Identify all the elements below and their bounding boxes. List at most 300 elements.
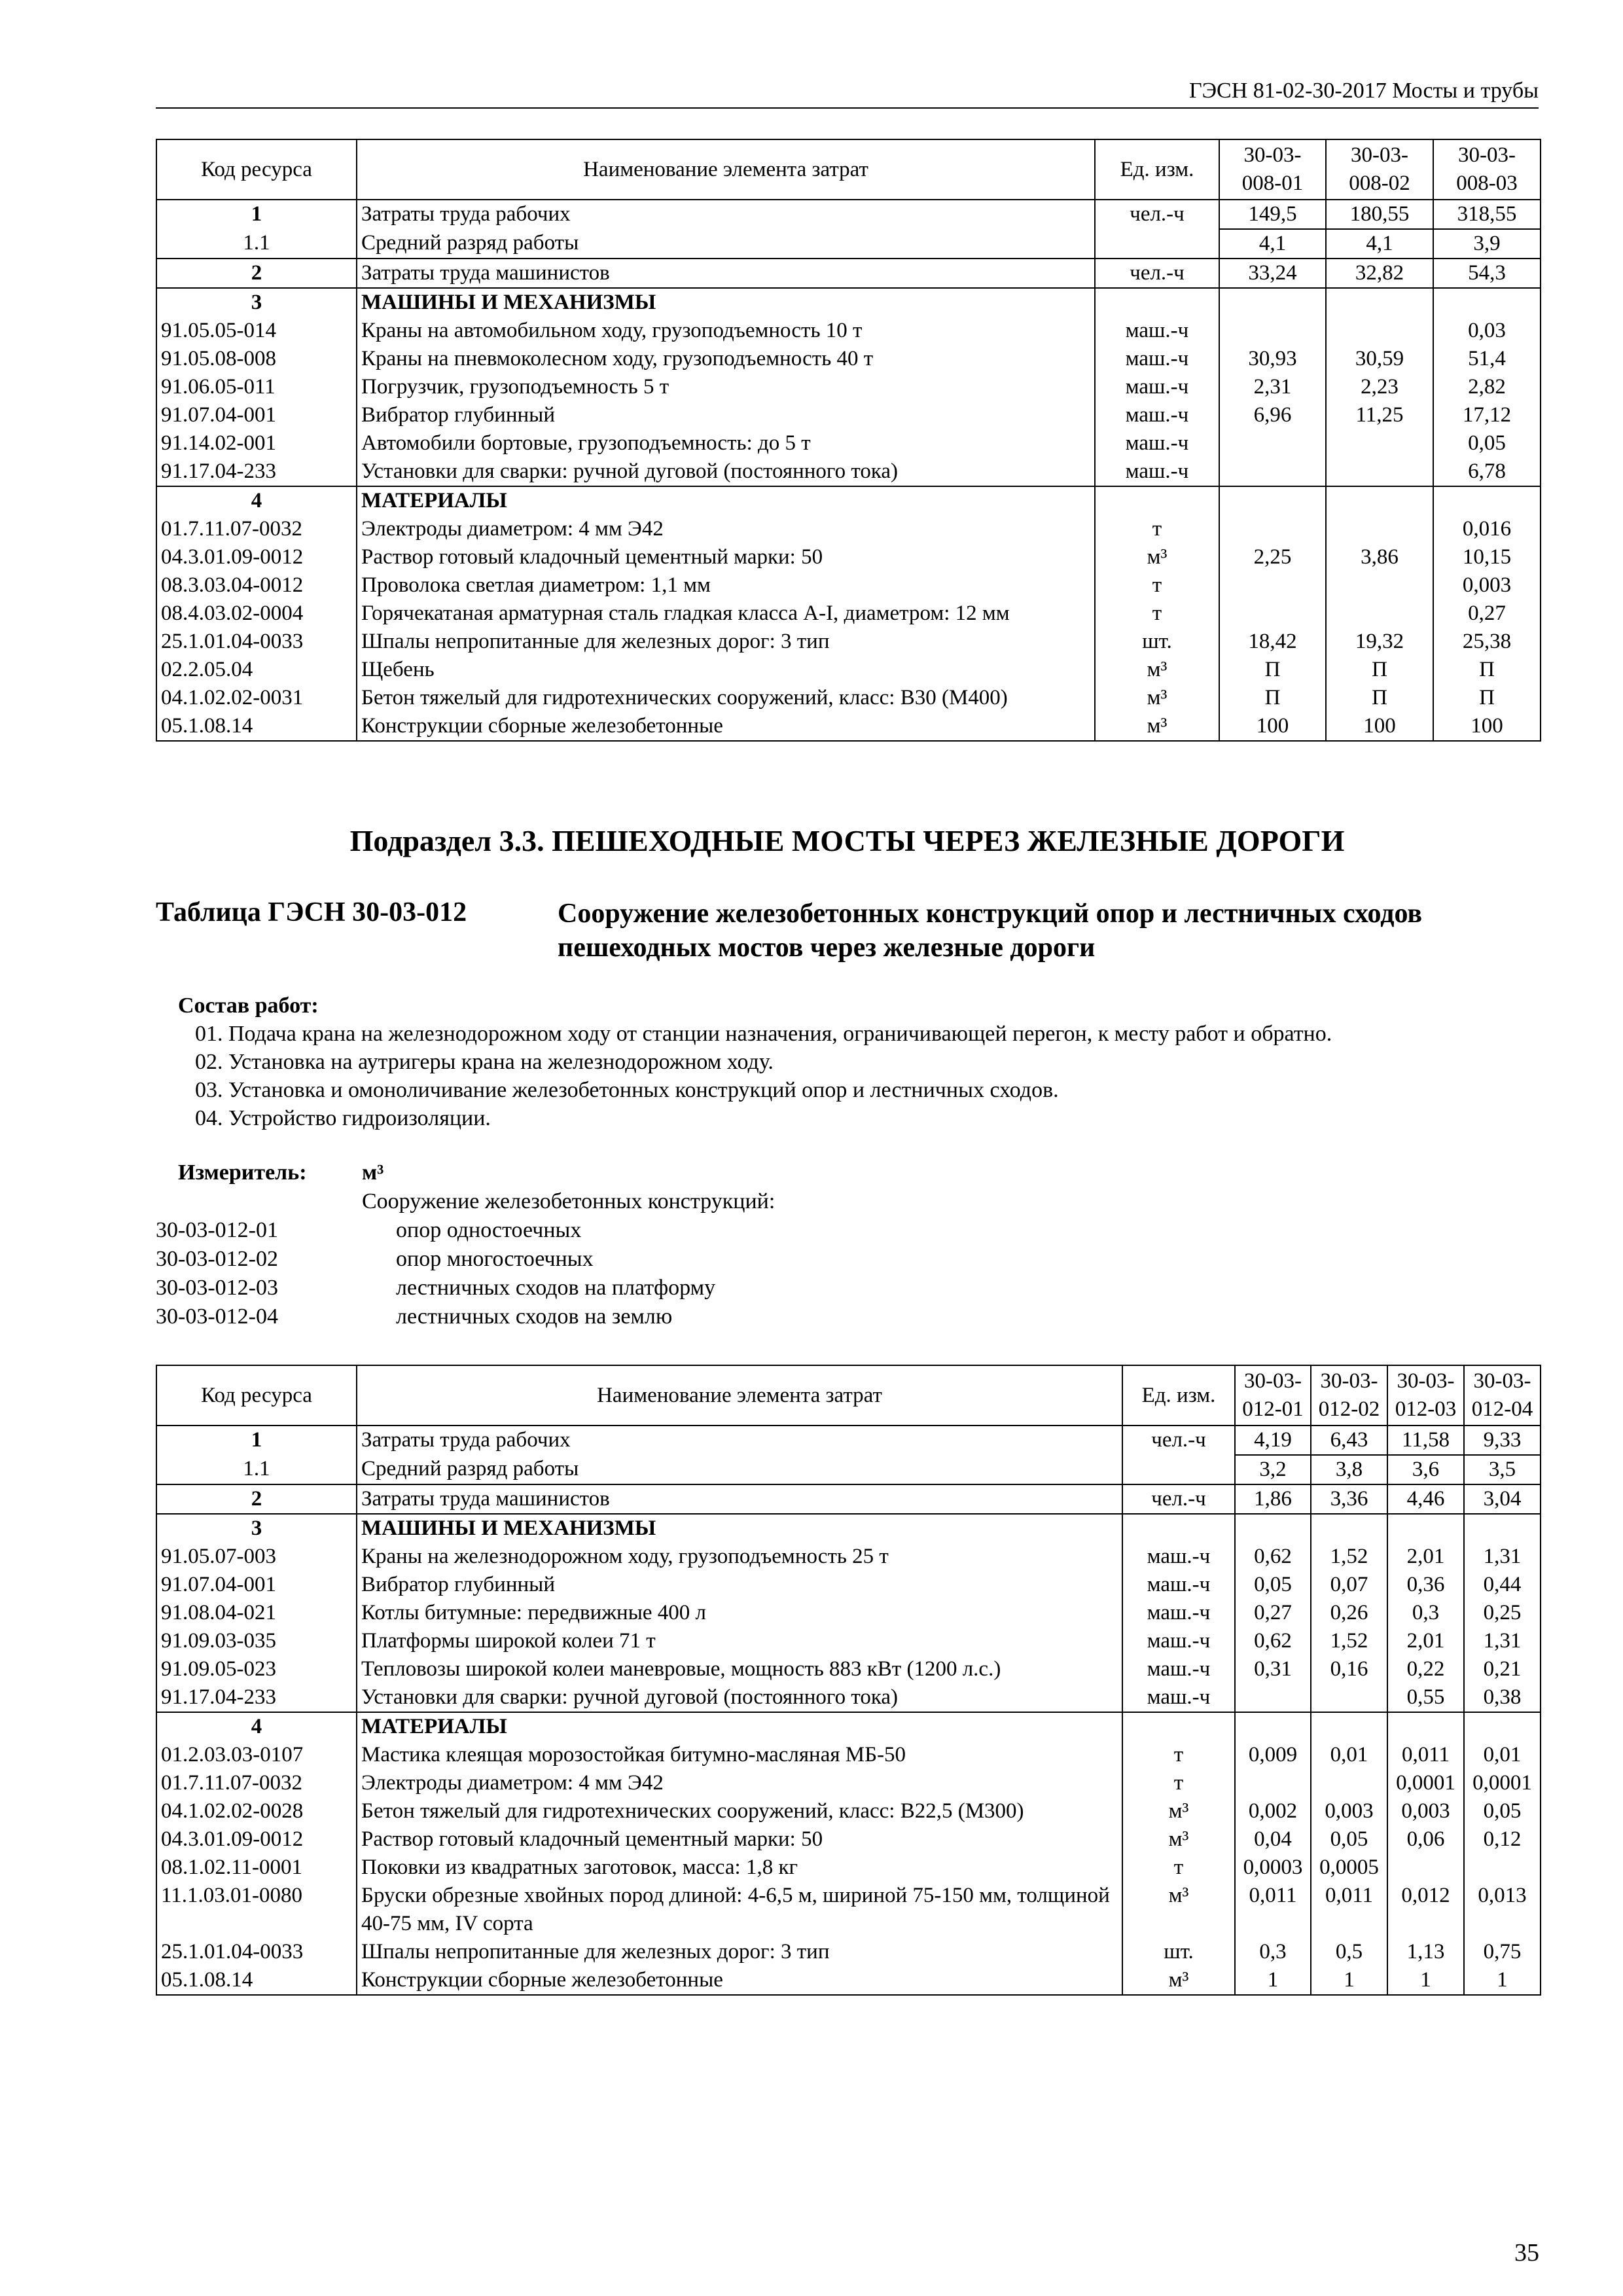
resource-code: 91.05.08-008 <box>156 345 357 373</box>
value-cell: 0,05 <box>1311 1825 1387 1854</box>
value-cell: 51,4 <box>1433 345 1541 373</box>
work-item: 01. Подача крана на железнодорожном ходу от станции назначения, ограничивающей перегон, к месту работ и обратно. <box>195 1022 1332 1046</box>
measure-code: 30-03-012-03 <box>156 1276 278 1300</box>
unit-cell: м³ <box>1095 712 1219 741</box>
value-cell: 3,6 <box>1387 1455 1464 1484</box>
value-cell: 0,16 <box>1311 1655 1387 1683</box>
unit-cell: м³ <box>1122 1882 1235 1938</box>
value-cell <box>1464 1514 1541 1543</box>
value-cell: 1,52 <box>1311 1627 1387 1655</box>
table-row <box>156 229 1541 259</box>
unit-cell <box>1122 1455 1235 1484</box>
resource-code: 4 <box>156 486 357 515</box>
value-cell: 0,04 <box>1235 1825 1311 1854</box>
cost-element-name: Автомобили бортовые, грузоподъемность: до 5 т <box>357 429 1095 457</box>
cost-element-name: Платформы широкой колеи 71 т <box>357 1627 1122 1655</box>
cost-element-name: Вибратор глубинный <box>357 1571 1122 1599</box>
cost-element-name: Бруски обрезные хвойных пород длиной: 4-6,5 м, шириной 75-150 мм, толщиной 40-75 мм, IV сорта <box>357 1882 1122 1938</box>
value-cell: 2,31 <box>1219 373 1326 401</box>
column-header: Наименование элемента затрат <box>357 139 1095 200</box>
value-cell <box>1311 1683 1387 1712</box>
value-cell: 1 <box>1464 1966 1541 1995</box>
unit-cell: т <box>1122 1741 1235 1769</box>
resource-code: 2 <box>156 1484 357 1514</box>
value-cell <box>1326 288 1433 317</box>
table-row <box>156 486 1541 515</box>
value-cell: 4,1 <box>1326 229 1433 259</box>
resource-code: 08.3.03.04-0012 <box>156 571 357 600</box>
value-cell <box>1311 1769 1387 1797</box>
column-header: Код ресурса <box>156 1365 357 1426</box>
column-header: Код ресурса <box>156 139 357 200</box>
table-row <box>156 457 1541 486</box>
value-cell <box>1326 486 1433 515</box>
resource-code: 2 <box>156 259 357 288</box>
value-cell: 180,55 <box>1326 200 1433 229</box>
page-number: 35 <box>1514 2239 1539 2267</box>
value-cell: 2,25 <box>1219 543 1326 571</box>
work-composition <box>178 992 1332 1132</box>
measure-label: Измеритель: <box>178 1160 307 1185</box>
value-cell <box>1235 1683 1311 1712</box>
unit-cell <box>1095 229 1219 259</box>
unit-cell: т <box>1095 515 1219 543</box>
value-cell: 30,93 <box>1219 345 1326 373</box>
value-cell: П <box>1326 656 1433 684</box>
value-cell: 0,013 <box>1464 1882 1541 1938</box>
table-row <box>156 712 1541 741</box>
unit-cell: маш.-ч <box>1095 373 1219 401</box>
cost-element-name: Вибратор глубинный <box>357 401 1095 429</box>
value-cell: 6,43 <box>1311 1426 1387 1455</box>
measure-item: лестничных сходов на землю <box>396 1304 673 1329</box>
value-cell <box>1219 317 1326 345</box>
value-cell <box>1387 1712 1464 1741</box>
resource-code: 91.05.05-014 <box>156 317 357 345</box>
unit-cell: чел.-ч <box>1122 1484 1235 1514</box>
resource-code: 91.07.04-001 <box>156 1571 357 1599</box>
table-row <box>156 628 1541 656</box>
value-cell: 0,0003 <box>1235 1854 1311 1882</box>
cost-element-name: Затраты труда рабочих <box>357 1426 1122 1455</box>
cost-element-name: Затраты труда рабочих <box>357 200 1095 229</box>
work-composition-heading: Состав работ: <box>178 994 319 1018</box>
value-cell: 0,5 <box>1311 1938 1387 1966</box>
unit-cell: маш.-ч <box>1095 401 1219 429</box>
cost-element-name: МАТЕРИАЛЫ <box>357 1712 1122 1741</box>
resource-code: 11.1.03.01-0080 <box>156 1882 357 1938</box>
table-row <box>156 1966 1541 1995</box>
column-header: 30-03- 012-01 <box>1235 1365 1311 1426</box>
value-cell: 0,06 <box>1387 1825 1464 1854</box>
cost-element-name: Средний разряд работы <box>357 1455 1122 1484</box>
value-cell: 2,01 <box>1387 1543 1464 1571</box>
table-row <box>156 1797 1541 1825</box>
cost-element-name: Установки для сварки: ручной дуговой (постоянного тока) <box>357 1683 1122 1712</box>
column-header: 30-03- 008-01 <box>1219 139 1326 200</box>
measure-intro: Сооружение железобетонных конструкций: <box>362 1189 776 1213</box>
cost-element-name: Проволока светлая диаметром: 1,1 мм <box>357 571 1095 600</box>
value-cell <box>1311 1712 1387 1741</box>
unit-cell: чел.-ч <box>1095 200 1219 229</box>
value-cell: 0,12 <box>1464 1825 1541 1854</box>
value-cell: П <box>1433 656 1541 684</box>
cost-element-name: Погрузчик, грузоподъемность 5 т <box>357 373 1095 401</box>
value-cell <box>1326 571 1433 600</box>
column-header: 30-03- 012-03 <box>1387 1365 1464 1426</box>
value-cell: 0,07 <box>1311 1571 1387 1599</box>
table-row <box>156 1655 1541 1683</box>
unit-cell: шт. <box>1095 628 1219 656</box>
unit-cell: шт. <box>1122 1938 1235 1966</box>
work-item: 04. Устройство гидроизоляции. <box>195 1106 491 1130</box>
value-cell: 0,55 <box>1387 1683 1464 1712</box>
value-cell <box>1387 1514 1464 1543</box>
value-cell <box>1219 571 1326 600</box>
measure-item: опор многостоечных <box>396 1247 594 1271</box>
value-cell: 17,12 <box>1433 401 1541 429</box>
value-cell: 0,05 <box>1464 1797 1541 1825</box>
unit-cell <box>1122 1712 1235 1741</box>
cost-element-name: Бетон тяжелый для гидротехнических сооружений, класс: В30 (М400) <box>357 684 1095 712</box>
value-cell: 0,003 <box>1311 1797 1387 1825</box>
unit-cell: м³ <box>1095 656 1219 684</box>
value-cell: 11,25 <box>1326 401 1433 429</box>
resource-table-012 <box>156 1365 1541 1996</box>
value-cell: 30,59 <box>1326 345 1433 373</box>
value-cell <box>1326 515 1433 543</box>
resource-code: 1.1 <box>156 229 357 259</box>
value-cell: 9,33 <box>1464 1426 1541 1455</box>
value-cell: 11,58 <box>1387 1426 1464 1455</box>
cost-element-name: МАШИНЫ И МЕХАНИЗМЫ <box>357 288 1095 317</box>
value-cell: 33,24 <box>1219 259 1326 288</box>
value-cell: П <box>1433 684 1541 712</box>
table-row <box>156 656 1541 684</box>
value-cell: 0,31 <box>1235 1655 1311 1683</box>
value-cell <box>1311 1514 1387 1543</box>
resource-code: 91.08.04-021 <box>156 1599 357 1627</box>
resource-code: 91.09.05-023 <box>156 1655 357 1683</box>
resource-code: 05.1.08.14 <box>156 712 357 741</box>
table-row <box>156 317 1541 345</box>
table-row <box>156 1455 1541 1484</box>
value-cell: 318,55 <box>1433 200 1541 229</box>
value-cell: П <box>1219 684 1326 712</box>
value-cell <box>1433 288 1541 317</box>
resource-code: 91.09.03-035 <box>156 1627 357 1655</box>
value-cell: 3,04 <box>1464 1484 1541 1514</box>
table-row <box>156 1825 1541 1854</box>
column-header: 30-03- 012-04 <box>1464 1365 1541 1426</box>
cost-element-name: Краны на железнодорожном ходу, грузоподъемность 25 т <box>357 1543 1122 1571</box>
table-row <box>156 1712 1541 1741</box>
value-cell: 0,011 <box>1235 1882 1311 1938</box>
table-row <box>156 429 1541 457</box>
unit-cell: т <box>1122 1769 1235 1797</box>
resource-code: 3 <box>156 288 357 317</box>
table-row <box>156 1683 1541 1712</box>
value-cell: 4,46 <box>1387 1484 1464 1514</box>
value-cell: 0,011 <box>1387 1741 1464 1769</box>
value-cell: 25,38 <box>1433 628 1541 656</box>
cost-element-name: Конструкции сборные железобетонные <box>357 712 1095 741</box>
unit-cell: т <box>1095 571 1219 600</box>
value-cell: 3,8 <box>1311 1455 1387 1484</box>
resource-code: 08.1.02.11-0001 <box>156 1854 357 1882</box>
cost-element-name: Электроды диаметром: 4 мм Э42 <box>357 1769 1122 1797</box>
value-cell <box>1235 1514 1311 1543</box>
resource-code: 25.1.01.04-0033 <box>156 1938 357 1966</box>
cost-element-name: Средний разряд работы <box>357 229 1095 259</box>
resource-code: 4 <box>156 1712 357 1741</box>
value-cell: 0,016 <box>1433 515 1541 543</box>
value-cell: 1 <box>1311 1966 1387 1995</box>
value-cell: 0,75 <box>1464 1938 1541 1966</box>
table-row <box>156 1484 1541 1514</box>
value-cell: 0,22 <box>1387 1655 1464 1683</box>
value-cell: 6,96 <box>1219 401 1326 429</box>
cost-element-name: Поковки из квадратных заготовок, масса: 1,8 кг <box>357 1854 1122 1882</box>
value-cell: 54,3 <box>1433 259 1541 288</box>
column-header: 30-03- 008-03 <box>1433 139 1541 200</box>
cost-element-name: Конструкции сборные железобетонные <box>357 1966 1122 1995</box>
value-cell: 0,05 <box>1235 1571 1311 1599</box>
value-cell: 1 <box>1387 1966 1464 1995</box>
cost-element-name: Краны на автомобильном ходу, грузоподъемность 10 т <box>357 317 1095 345</box>
resource-code: 91.17.04-233 <box>156 1683 357 1712</box>
resource-code: 05.1.08.14 <box>156 1966 357 1995</box>
resource-code: 1 <box>156 200 357 229</box>
table-row <box>156 515 1541 543</box>
table-title: Сооружение железобетонных конструкций опор и лестничных сходов пешеходных мостов через железные дороги <box>558 899 1423 963</box>
cost-element-name: Шпалы непропитанные для железных дорог: 3 тип <box>357 1938 1122 1966</box>
unit-cell: маш.-ч <box>1095 317 1219 345</box>
cost-element-name: Затраты труда машинистов <box>357 1484 1122 1514</box>
column-header: Ед. изм. <box>1095 139 1219 200</box>
value-cell <box>1235 1769 1311 1797</box>
value-cell: 1,52 <box>1311 1543 1387 1571</box>
table-row <box>156 1599 1541 1627</box>
value-cell: 3,86 <box>1326 543 1433 571</box>
value-cell: 0,01 <box>1464 1741 1541 1769</box>
value-cell: 1,13 <box>1387 1938 1464 1966</box>
resource-code: 3 <box>156 1514 357 1543</box>
resource-code: 04.3.01.09-0012 <box>156 1825 357 1854</box>
value-cell: 3,36 <box>1311 1484 1387 1514</box>
resource-code: 25.1.01.04-0033 <box>156 628 357 656</box>
unit-cell: маш.-ч <box>1122 1571 1235 1599</box>
unit-cell: т <box>1095 600 1219 628</box>
resource-code: 91.05.07-003 <box>156 1543 357 1571</box>
value-cell <box>1433 486 1541 515</box>
cost-element-name: МАТЕРИАЛЫ <box>357 486 1095 515</box>
value-cell <box>1326 429 1433 457</box>
value-cell: 0,27 <box>1235 1599 1311 1627</box>
value-cell <box>1219 457 1326 486</box>
measure-code: 30-03-012-01 <box>156 1218 278 1242</box>
table-row <box>156 401 1541 429</box>
table-label: Таблица ГЭСН 30-03-012 <box>156 897 467 927</box>
value-cell: 1,31 <box>1464 1543 1541 1571</box>
cost-element-name: Краны на пневмоколесном ходу, грузоподъемность 40 т <box>357 345 1095 373</box>
value-cell: 0,21 <box>1464 1655 1541 1683</box>
value-cell: 0,05 <box>1433 429 1541 457</box>
value-cell: 0,009 <box>1235 1741 1311 1769</box>
value-cell: 0,011 <box>1311 1882 1387 1938</box>
value-cell: 0,012 <box>1387 1882 1464 1938</box>
value-cell: 10,15 <box>1433 543 1541 571</box>
table-row <box>156 1882 1541 1938</box>
table-row <box>156 1426 1541 1455</box>
resource-code: 01.7.11.07-0032 <box>156 1769 357 1797</box>
table-row <box>156 259 1541 288</box>
unit-cell: м³ <box>1122 1825 1235 1854</box>
value-cell: 0,25 <box>1464 1599 1541 1627</box>
work-item: 02. Установка на аутригеры крана на железнодорожном ходу. <box>195 1050 774 1074</box>
value-cell: 2,82 <box>1433 373 1541 401</box>
unit-cell: маш.-ч <box>1122 1683 1235 1712</box>
value-cell: 0,3 <box>1387 1599 1464 1627</box>
table-row <box>156 1514 1541 1543</box>
resource-code: 91.17.04-233 <box>156 457 357 486</box>
table-row <box>156 1741 1541 1769</box>
value-cell: 149,5 <box>1219 200 1326 229</box>
value-cell <box>1219 486 1326 515</box>
unit-cell <box>1095 486 1219 515</box>
value-cell: 0,003 <box>1433 571 1541 600</box>
value-cell <box>1235 1712 1311 1741</box>
value-cell: 0,62 <box>1235 1543 1311 1571</box>
subsection-title: Подраздел 3.3. ПЕШЕХОДНЫЕ МОСТЫ ЧЕРЕЗ ЖЕЛЕЗНЫЕ ДОРОГИ <box>349 824 1345 857</box>
value-cell: 2,23 <box>1326 373 1433 401</box>
unit-cell: маш.-ч <box>1095 429 1219 457</box>
value-cell: 0,002 <box>1235 1797 1311 1825</box>
unit-cell: т <box>1122 1854 1235 1882</box>
cost-element-name: Шпалы непропитанные для железных дорог: 3 тип <box>357 628 1095 656</box>
cost-element-name: Бетон тяжелый для гидротехнических сооружений, класс: В22,5 (М300) <box>357 1797 1122 1825</box>
value-cell: 100 <box>1433 712 1541 741</box>
cost-element-name: Щебень <box>357 656 1095 684</box>
resource-code: 04.3.01.09-0012 <box>156 543 357 571</box>
resource-code: 04.1.02.02-0031 <box>156 684 357 712</box>
value-cell: 100 <box>1326 712 1433 741</box>
value-cell: 0,38 <box>1464 1683 1541 1712</box>
work-item: 03. Установка и омоноличивание железобетонных конструкций опор и лестничных сходов. <box>195 1078 1059 1102</box>
unit-cell: чел.-ч <box>1122 1426 1235 1455</box>
value-cell <box>1326 317 1433 345</box>
value-cell: 0,62 <box>1235 1627 1311 1655</box>
table-row <box>156 1769 1541 1797</box>
column-header: 30-03- 012-02 <box>1311 1365 1387 1426</box>
measure-item: опор одностоечных <box>396 1218 582 1242</box>
table-row <box>156 288 1541 317</box>
unit-cell <box>1095 288 1219 317</box>
measure-code: 30-03-012-04 <box>156 1304 278 1329</box>
unit-cell: м³ <box>1122 1966 1235 1995</box>
cost-element-name: Раствор готовый кладочный цементный марки: 50 <box>357 543 1095 571</box>
value-cell: 1,31 <box>1464 1627 1541 1655</box>
cost-element-name: Затраты труда машинистов <box>357 259 1095 288</box>
value-cell <box>1219 515 1326 543</box>
unit-cell <box>1122 1514 1235 1543</box>
table-row <box>156 373 1541 401</box>
cost-element-name: Горячекатаная арматурная сталь гладкая класса А-I, диаметром: 12 мм <box>357 600 1095 628</box>
cost-element-name: Электроды диаметром: 4 мм Э42 <box>357 515 1095 543</box>
value-cell <box>1219 429 1326 457</box>
unit-cell: маш.-ч <box>1095 457 1219 486</box>
value-cell: П <box>1326 684 1433 712</box>
table-row <box>156 1938 1541 1966</box>
value-cell: 4,19 <box>1235 1426 1311 1455</box>
measure-unit: м³ <box>362 1160 384 1185</box>
value-cell: 32,82 <box>1326 259 1433 288</box>
cost-element-name: Мастика клеящая морозостойкая битумно-масляная МБ-50 <box>357 1741 1122 1769</box>
value-cell <box>1464 1854 1541 1882</box>
unit-cell: маш.-ч <box>1122 1655 1235 1683</box>
table-row <box>156 1543 1541 1571</box>
cost-element-name: Тепловозы широкой колеи маневровые, мощность 883 кВт (1200 л.с.) <box>357 1655 1122 1683</box>
value-cell: 0,44 <box>1464 1571 1541 1599</box>
unit-cell: м³ <box>1095 543 1219 571</box>
resource-table-008 <box>156 139 1541 742</box>
running-header: ГЭСН 81-02-30-2017 Мосты и трубы <box>156 79 1539 109</box>
value-cell: 0,03 <box>1433 317 1541 345</box>
unit-cell: м³ <box>1095 684 1219 712</box>
measure-code: 30-03-012-02 <box>156 1247 278 1271</box>
cost-element-name: Установки для сварки: ручной дуговой (постоянного тока) <box>357 457 1095 486</box>
cost-element-name: МАШИНЫ И МЕХАНИЗМЫ <box>357 1514 1122 1543</box>
resource-code: 01.2.03.03-0107 <box>156 1741 357 1769</box>
value-cell: 100 <box>1219 712 1326 741</box>
value-cell: 0,36 <box>1387 1571 1464 1599</box>
unit-cell: маш.-ч <box>1122 1543 1235 1571</box>
table-row <box>156 600 1541 628</box>
unit-cell: чел.-ч <box>1095 259 1219 288</box>
value-cell: 2,01 <box>1387 1627 1464 1655</box>
value-cell: 0,26 <box>1311 1599 1387 1627</box>
resource-code: 1.1 <box>156 1455 357 1484</box>
resource-code: 04.1.02.02-0028 <box>156 1797 357 1825</box>
value-cell: 1,86 <box>1235 1484 1311 1514</box>
value-cell <box>1387 1854 1464 1882</box>
value-cell: 0,0001 <box>1464 1769 1541 1797</box>
table-row <box>156 543 1541 571</box>
column-header: Наименование элемента затрат <box>357 1365 1122 1426</box>
value-cell: 0,0005 <box>1311 1854 1387 1882</box>
value-cell: П <box>1219 656 1326 684</box>
table-row <box>156 1854 1541 1882</box>
table-row <box>156 345 1541 373</box>
value-cell: 0,27 <box>1433 600 1541 628</box>
table-row <box>156 200 1541 229</box>
value-cell: 0,0001 <box>1387 1769 1464 1797</box>
resource-code: 01.7.11.07-0032 <box>156 515 357 543</box>
resource-code: 91.07.04-001 <box>156 401 357 429</box>
measure-block <box>156 1158 775 1331</box>
value-cell: 19,32 <box>1326 628 1433 656</box>
value-cell: 6,78 <box>1433 457 1541 486</box>
resource-code: 1 <box>156 1426 357 1455</box>
value-cell <box>1219 600 1326 628</box>
value-cell: 0,01 <box>1311 1741 1387 1769</box>
resource-code: 02.2.05.04 <box>156 656 357 684</box>
unit-cell: маш.-ч <box>1095 345 1219 373</box>
table-row <box>156 684 1541 712</box>
value-cell: 3,9 <box>1433 229 1541 259</box>
unit-cell: маш.-ч <box>1122 1599 1235 1627</box>
value-cell: 1 <box>1235 1966 1311 1995</box>
